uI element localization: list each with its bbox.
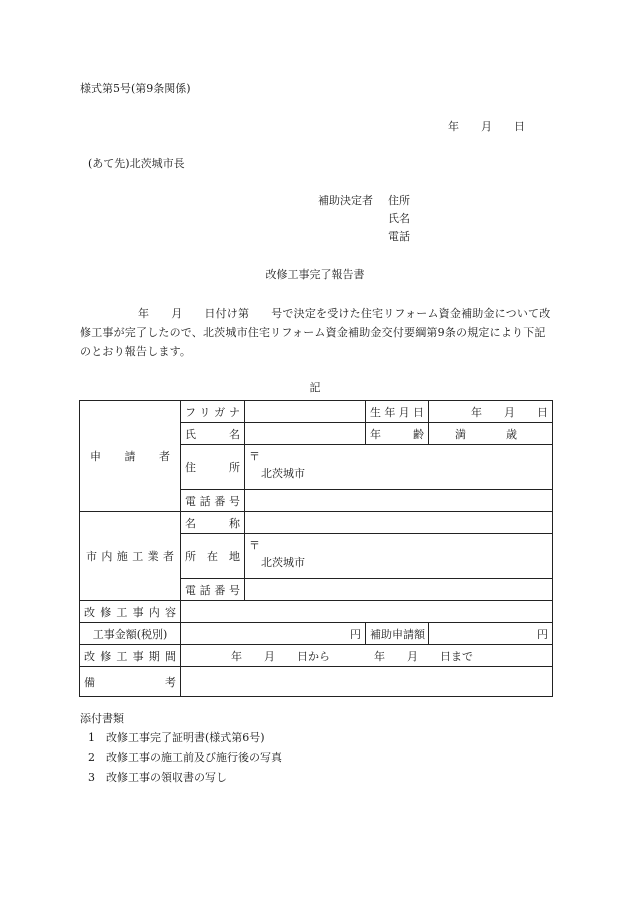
work-content-label: 改修工事内容 [80,601,181,623]
furigana-label: フリガナ [181,401,245,423]
applicant-group-label: 申請者 [80,401,181,512]
subsidy-request-label: 補助申請額 [366,623,429,645]
address-field[interactable]: 〒 北茨城市 [245,445,553,490]
date-month-label: 月 [481,120,492,133]
company-name-label: 名称 [181,512,245,534]
form-number: 様式第5号(第9条関係) [80,82,191,95]
body-text: 号で決定を受けた住宅リフォーム資金補助金について改修工事が完了したので、北茨城市住宅リフォーム資金補助金交付要綱第9条の規定により下記のとおり報告します。 [80,307,551,358]
applicant-block [318,192,410,246]
contractor-group-label: 市内施工業者 [80,512,181,601]
birthdate-field[interactable]: 年 月 日 [429,401,553,423]
body-paragraph [80,304,552,361]
body-month: 月 [171,307,183,320]
body-day-no: 日付け第 [204,307,250,320]
period-label: 改修工事期間 [80,645,181,667]
date-day-label: 日 [514,120,525,133]
date-year-label: 年 [448,120,459,133]
phone-field[interactable] [245,490,553,512]
contractor-phone-label: 電話番号 [181,579,245,601]
contractor-phone-field[interactable] [245,579,553,601]
ki-heading: 記 [309,381,321,394]
attachment-item: 1 改修工事完了証明書(様式第6号) [88,731,265,744]
applicant-address-label: 住所 [388,194,410,207]
body-year: 年 [138,307,150,320]
location-field[interactable]: 〒 北茨城市 [245,534,553,579]
remarks-field[interactable] [181,667,553,697]
age-field[interactable]: 満 歳 [429,423,553,445]
submission-date [448,118,525,134]
company-name-field[interactable] [245,512,553,534]
cost-label: 工事金額(税別) [80,623,181,645]
address-label: 住所 [181,445,245,490]
addressee: (あて先)北茨城市長 [88,157,185,170]
applicant-name-label: 氏名 [388,212,410,225]
phone-label: 電話番号 [181,490,245,512]
attachment-item: 2 改修工事の施工前及び施行後の写真 [88,751,282,764]
name-label: 氏名 [181,423,245,445]
period-field[interactable]: 年 月 日から 年 月 日まで [181,645,553,667]
applicant-role-label: 補助決定者 [318,194,373,207]
attachments-title: 添付書類 [80,712,124,725]
name-field[interactable] [245,423,366,445]
attachments-list [88,728,282,788]
attachment-item: 3 改修工事の領収書の写し [88,771,227,784]
remarks-label: 備考 [80,667,181,697]
age-label: 年齢 [366,423,429,445]
furigana-field[interactable] [245,401,366,423]
document-title: 改修工事完了報告書 [265,268,365,281]
location-label: 所在地 [181,534,245,579]
work-content-field[interactable] [181,601,553,623]
cost-field[interactable]: 円 [181,623,366,645]
applicant-phone-label: 電話 [388,230,410,243]
birthdate-label: 生年月日 [366,401,429,423]
report-table [79,400,553,697]
subsidy-request-field[interactable]: 円 [429,623,553,645]
